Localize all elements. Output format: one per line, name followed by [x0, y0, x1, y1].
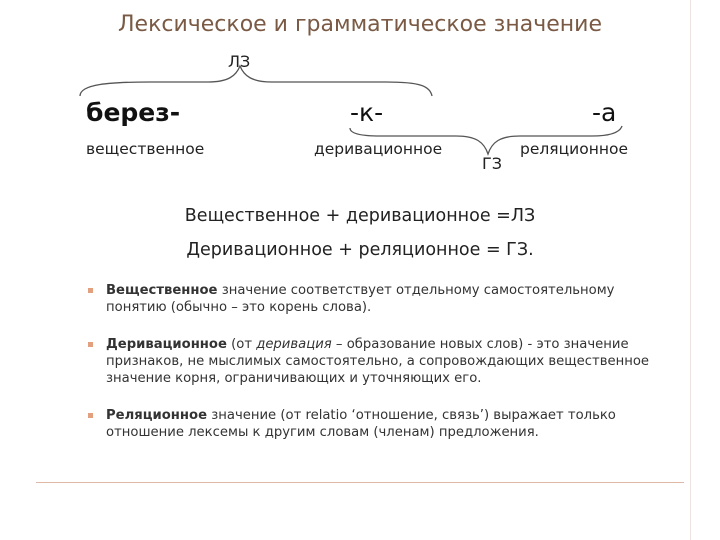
bullet-list: [88, 282, 678, 461]
bullet-relational: [88, 407, 678, 441]
sum-lz: Вещественное + деривационное =ЛЗ: [184, 206, 536, 226]
bullet-derivational: [88, 336, 678, 387]
bullet-square-icon: [88, 288, 93, 293]
bullet-italic: деривация: [256, 337, 332, 352]
meaning-material: вещественное: [86, 140, 205, 158]
bullet-text: значение соответствует отдельному самостоятельному понятию (обычно – это корень слова).: [106, 283, 615, 315]
lz-label: ЛЗ: [228, 52, 251, 71]
bullet-term: Реляционное: [106, 408, 208, 423]
bottom-divider: [36, 482, 684, 483]
bullet-text: – образование новых слов) - это значение признаков, не мыслимых самостоятельно, а сопровождающих вещественное значение корня, ограничивающих и уточняющих его.: [106, 337, 650, 386]
bullet-text: значение (от relatio ‘отношение, связь’) выражает только отношение лексемы к другим словам (членам) предложения.: [106, 408, 616, 440]
morpheme-ending: -а: [592, 98, 617, 127]
meaning-relational: реляционное: [520, 140, 629, 158]
bullet-square-icon: [88, 342, 93, 347]
bullet-square-icon: [88, 413, 93, 418]
sum-gz: Деривационное + реляционное = ГЗ.: [186, 240, 534, 260]
morpheme-suffix: -к-: [350, 98, 384, 127]
bullet-term: Вещественное: [106, 283, 218, 298]
meaning-derivational: деривационное: [314, 140, 443, 158]
bullet-term: Деривационное: [106, 337, 227, 352]
gz-label: ГЗ: [482, 154, 503, 173]
lz-brace: [80, 66, 432, 96]
bullet-text-pre: (от: [226, 337, 257, 352]
bullet-material: [88, 282, 678, 316]
slide-title: Лексическое и грамматическое значение: [118, 12, 602, 37]
morpheme-root: берез-: [86, 98, 181, 127]
